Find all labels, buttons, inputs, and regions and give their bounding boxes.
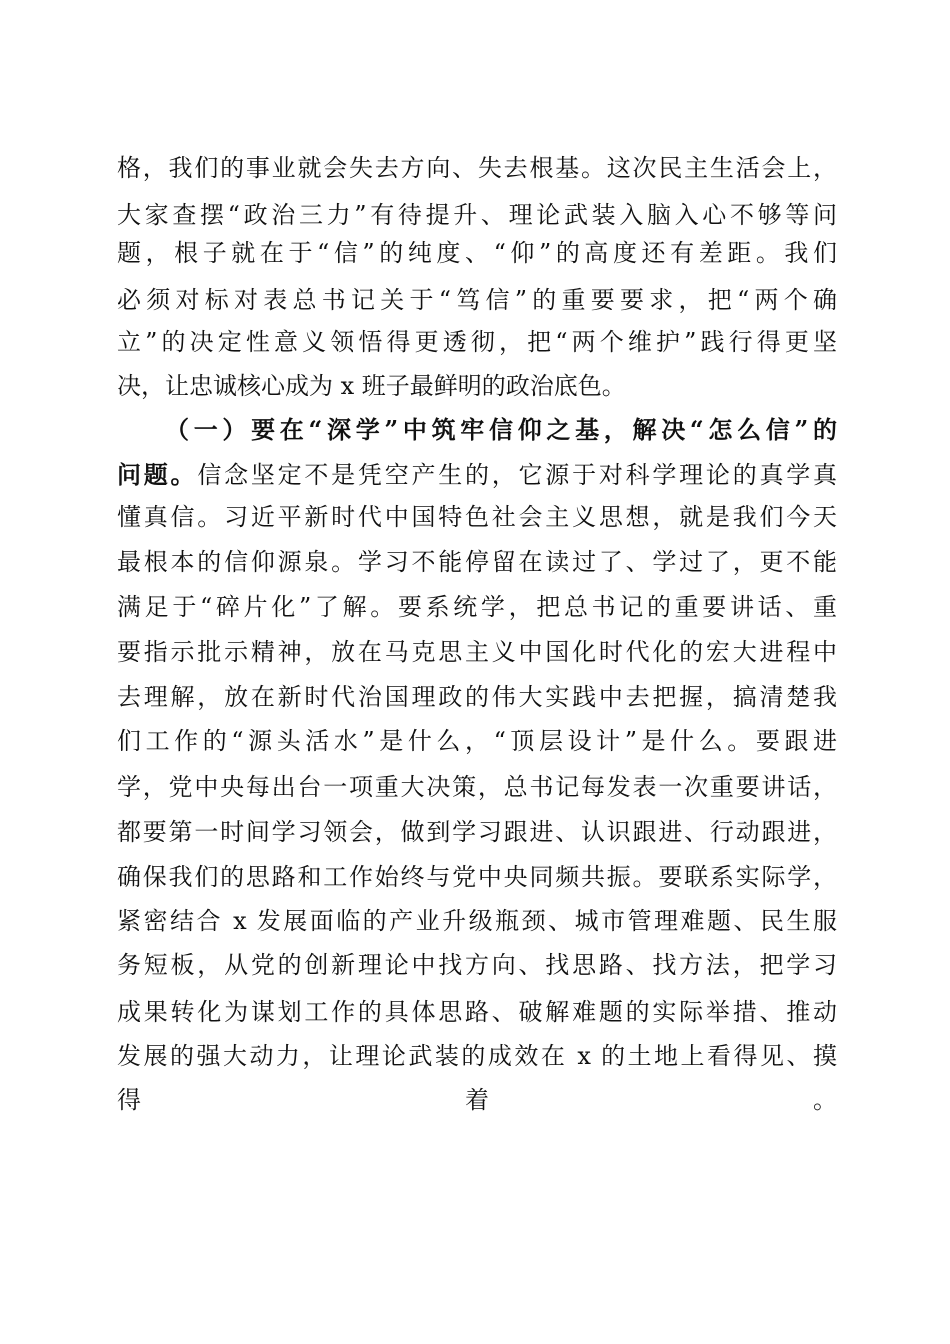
section-heading-start: （一）要在“深学”中筑牢信仰之基，解决“怎么信”的 xyxy=(165,415,837,444)
paragraph-2-line-2 xyxy=(117,455,837,495)
paragraph-1-line-3: 题，根子就在于“信”的纯度、“仰”的高度还有差距。我们 xyxy=(117,239,837,267)
paragraph-2-line-10: 都要第一时间学习领会，做到学习跟进、认识跟进、行动跟进， xyxy=(117,818,837,846)
paragraph-2-line-2-text: 信念坚定不是凭空产生的，它源于对科学理论的真学真 xyxy=(197,461,838,489)
paragraph-2-line-12: 紧密结合 x 发展面临的产业升级瓶颈、城市管理难题、民生服 xyxy=(117,907,837,935)
paragraph-1-line-5: 立”的决定性意义领悟得更透彻，把“两个维护”践行得更坚 xyxy=(117,328,837,356)
paragraph-1-line-4: 必须对标对表总书记关于“笃信”的重要要求，把“两个确 xyxy=(117,286,837,314)
paragraph-1-line-6: 决，让忠诚核心成为 x 班子最鲜明的政治底色。 xyxy=(117,372,626,400)
paragraph-2-line-3: 懂真信。习近平新时代中国特色社会主义思想，就是我们今天 xyxy=(117,503,837,531)
paragraph-2-line-17 xyxy=(117,1125,837,1165)
section-heading xyxy=(165,410,837,450)
paragraph-2-line-15: 发展的强大动力，让理论武装的成效在 x 的土地上看得见、摸 xyxy=(117,1042,837,1070)
paragraph-2-line-13: 务短板，从党的创新理论中找方向、找思路、找方法，把学习 xyxy=(117,951,837,979)
section-heading-end: 问题。 xyxy=(117,460,198,489)
paragraph-1-line-2: 大家查摆“政治三力”有待提升、理论武装入脑入心不够等问 xyxy=(117,201,837,229)
paragraph-2-line-14: 成果转化为谋划工作的具体思路、破解难题的实际举措、推动 xyxy=(117,998,837,1026)
paragraph-2-line-9: 学，党中央每出台一项重大决策，总书记每发表一次重要讲话， xyxy=(117,773,837,801)
paragraph-2-line-8: 们工作的“源头活水”是什么，“顶层设计”是什么。要跟进 xyxy=(117,727,837,755)
paragraph-2-line-4: 最根本的信仰源泉。学习不能停留在读过了、学过了，更不能 xyxy=(117,548,837,576)
paragraph-2-line-5: 满足于“碎片化”了解。要系统学，把总书记的重要讲话、重 xyxy=(117,593,837,621)
paragraph-1-line-1: 格，我们的事业就会失去方向、失去根基。这次民主生活会上， xyxy=(117,154,837,182)
paragraph-2-line-6: 要指示批示精神，放在马克思主义中国化时代化的宏大进程中 xyxy=(117,638,837,666)
paragraph-2-line-16: 得着。 xyxy=(117,1086,837,1114)
paragraph-2-line-7: 去理解，放在新时代治国理政的伟大实践中去把握，搞清楚我 xyxy=(117,683,837,711)
paragraph-2-line-11: 确保我们的思路和工作始终与党中央同频共振。要联系实际学， xyxy=(117,863,837,891)
